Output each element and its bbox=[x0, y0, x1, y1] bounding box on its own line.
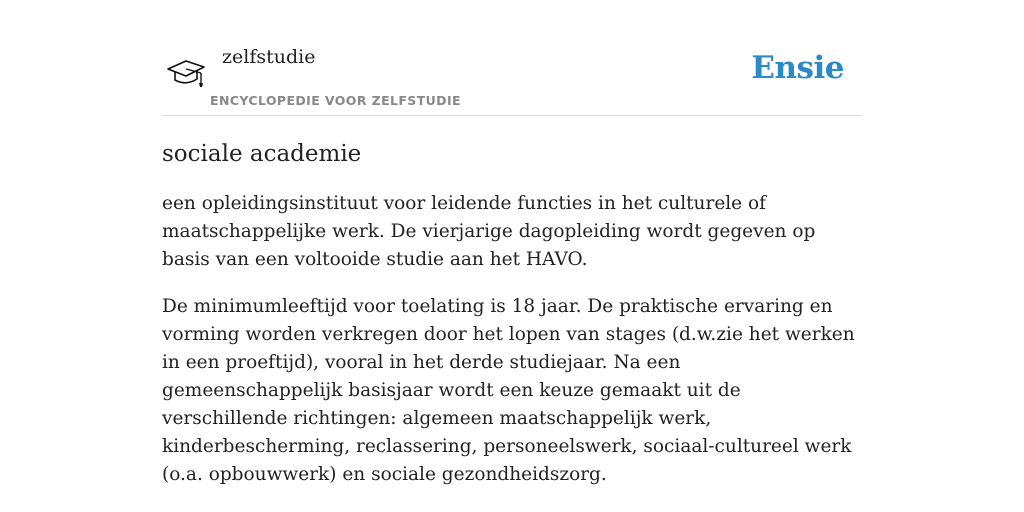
article-paragraph: een opleidingsinstituut voor leidende functies in het culturele of maatschappelijke werk. De vierjarige dagopleiding wordt gegeven op basis van een voltooide studie aan het HAVO. bbox=[162, 193, 816, 270]
brand-logo[interactable]: Ensie bbox=[751, 50, 844, 86]
article-paragraph: De minimumleeftijd voor toelating is 18 jaar. De praktische ervaring en vorming worden verkregen door het lopen van stages (d.w.zie het werken in een proeftijd), vooral in het derde studiejaar. Na een gemeenschappelijk basisjaar wordt een keuze gemaakt uit de verschillende richtingen: algemeen maatschappelijk werk, kinderbescherming, reclassering, personeelswerk, sociaal-cultureel werk (o.a. opbouwwerk) en sociale gezondheidszorg. bbox=[162, 296, 855, 485]
graduation-cap-icon[interactable] bbox=[164, 52, 210, 92]
page bbox=[162, 0, 862, 489]
site-name[interactable]: zelfstudie bbox=[222, 46, 316, 68]
page-title: sociale academie bbox=[162, 141, 362, 167]
site-header bbox=[162, 0, 862, 116]
site-tagline: ENCYCLOPEDIE VOOR ZELFSTUDIE bbox=[210, 93, 461, 108]
